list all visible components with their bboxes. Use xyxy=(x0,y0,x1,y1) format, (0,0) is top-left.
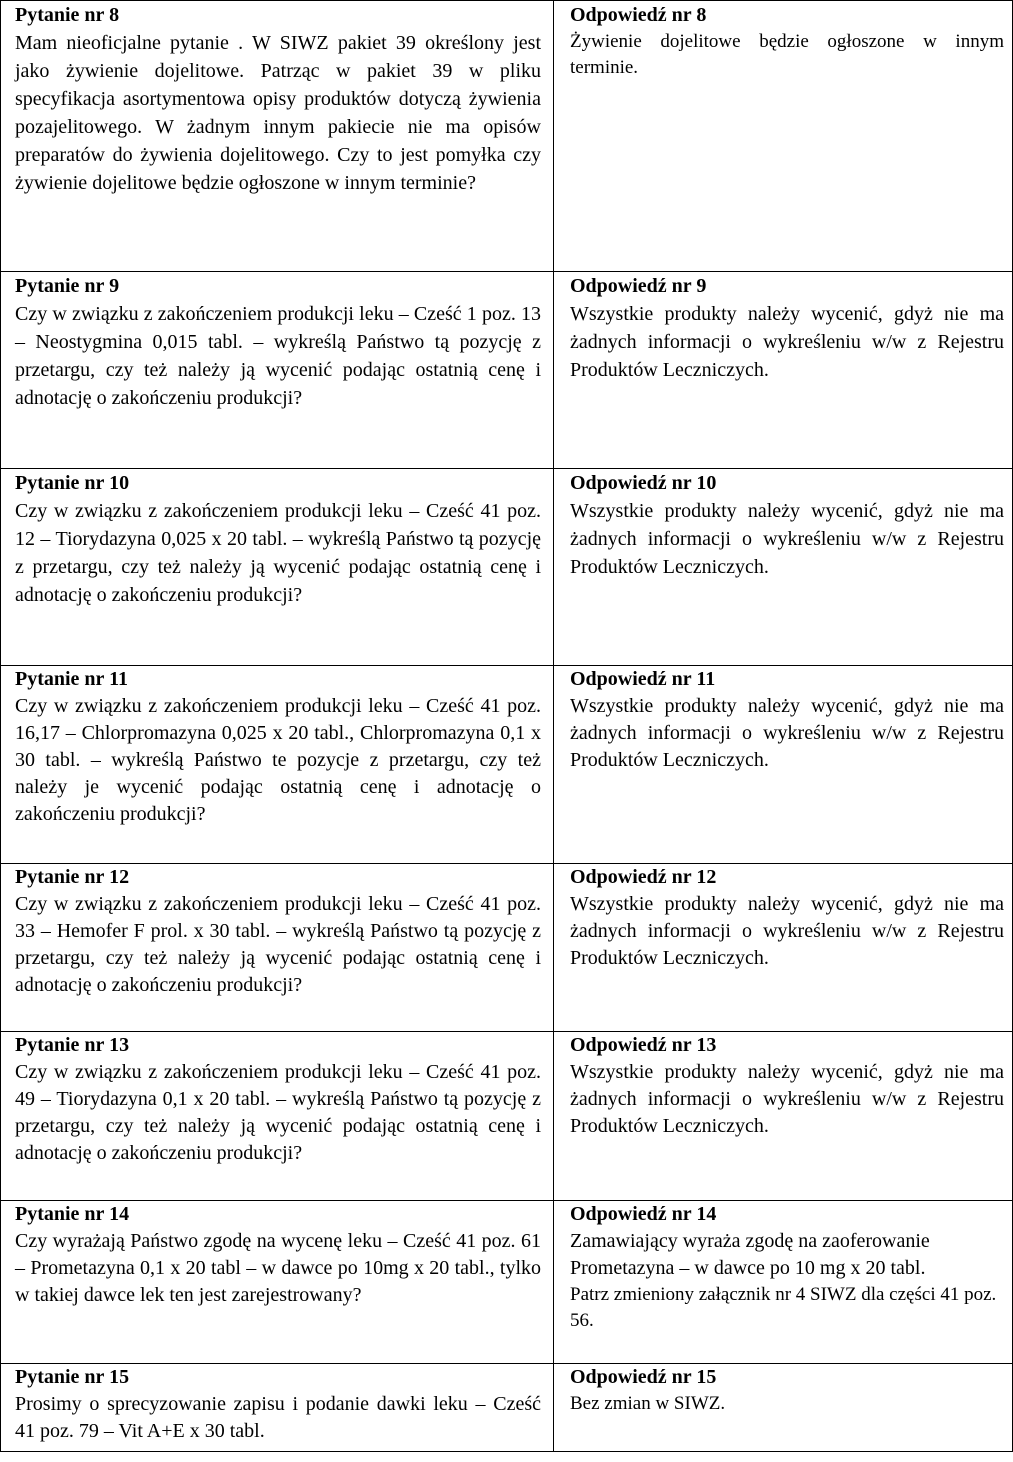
answer-title: Odpowiedź nr 12 xyxy=(570,866,717,888)
table-row xyxy=(1,469,1013,666)
question-title: Pytanie nr 12 xyxy=(15,866,130,888)
table-row xyxy=(1,666,1013,864)
answer-title: Odpowiedź nr 10 xyxy=(570,472,717,494)
question-cell xyxy=(1,1364,554,1452)
question-cell xyxy=(1,864,554,1032)
question-title: Pytanie nr 11 xyxy=(15,668,128,690)
question-text: Czy w związku z zakończeniem produkcji leku – Cześć 41 poz. 16,17 – Chlorpromazyna 0,025 x 20 tabl., Chlorpromazyna 0,1 x 30 tabl. – wykreślą Państwo te pozycje z przetargu, czy też należy je wycenić podając ostatnią cenę i adnotację o zakończeniu produkcji? xyxy=(15,695,541,825)
answer-title: Odpowiedź nr 15 xyxy=(570,1366,717,1388)
answer-cell xyxy=(554,666,1013,864)
question-text: Mam nieoficjalne pytanie . W SIWZ pakiet 39 określony jest jako żywienie dojelitowe. Patrząc w pakiet 39 w pliku specyfikacja asortymentowa opisy produktów dotyczą żywienia pozajelitowego. W żadnym innym pakiecie nie ma opisów preparatów do żywienia dojelitowego. Czy to jest pomyłka czy żywienie dojelitowe będzie ogłoszone w innym terminie? xyxy=(15,32,541,194)
answer-cell xyxy=(554,1032,1013,1201)
answer-text: Wszystkie produkty należy wycenić, gdyż nie ma żadnych informacji o wykreśleniu w/w z Rejestru Produktów Leczniczych. xyxy=(570,500,1004,578)
answer-title: Odpowiedź nr 14 xyxy=(570,1203,717,1225)
answer-text: Wszystkie produkty należy wycenić, gdyż nie ma żadnych informacji o wykreśleniu w/w z Rejestru Produktów Leczniczych. xyxy=(570,1061,1004,1137)
question-text: Prosimy o sprecyzowanie zapisu i podanie dawki leku – Cześć 41 poz. 79 – Vit A+E x 30 tabl. xyxy=(15,1393,541,1442)
answer-cell xyxy=(554,469,1013,666)
question-text: Czy w związku z zakończeniem produkcji leku – Cześć 1 poz. 13 – Neostygmina 0,015 tabl. – wykreślą Państwo tą pozycję z przetargu, czy też należy ją wycenić podając ostatnią cenę i adnotację o zakończeniu produkcji? xyxy=(15,303,541,409)
question-cell xyxy=(1,1201,554,1364)
answer-title: Odpowiedź nr 11 xyxy=(570,668,716,690)
question-cell xyxy=(1,469,554,666)
answer-cell xyxy=(554,864,1013,1032)
table-row xyxy=(1,272,1013,469)
question-title: Pytanie nr 10 xyxy=(15,472,130,494)
table-row xyxy=(1,864,1013,1032)
question-cell xyxy=(1,666,554,864)
answer-title: Odpowiedź nr 9 xyxy=(570,275,707,297)
answer-title: Odpowiedź nr 13 xyxy=(570,1034,717,1056)
table-row xyxy=(1,1,1013,272)
answer-text: Wszystkie produkty należy wycenić, gdyż nie ma żadnych informacji o wykreśleniu w/w z Rejestru Produktów Leczniczych. xyxy=(570,695,1004,771)
question-title: Pytanie nr 14 xyxy=(15,1203,130,1225)
table-row xyxy=(1,1032,1013,1201)
answer-cell xyxy=(554,272,1013,469)
answer-cell xyxy=(554,1364,1013,1452)
answer-text: Wszystkie produkty należy wycenić, gdyż nie ma żadnych informacji o wykreśleniu w/w z Rejestru Produktów Leczniczych. xyxy=(570,303,1004,381)
question-title: Pytanie nr 13 xyxy=(15,1034,130,1056)
question-cell xyxy=(1,1,554,272)
answer-note: Patrz zmieniony załącznik nr 4 SIWZ dla części 41 poz. 56. xyxy=(570,1284,997,1331)
question-text: Czy w związku z zakończeniem produkcji leku – Cześć 41 poz. 33 – Hemofer F prol. x 30 tabl. – wykreślą Państwo tą pozycję z przetargu, czy też należy ją wycenić podając ostatnią cenę i adnotację o zakończeniu produkcji? xyxy=(15,893,541,996)
question-title: Pytanie nr 8 xyxy=(15,4,120,26)
table-row xyxy=(1,1201,1013,1364)
answer-cell xyxy=(554,1,1013,272)
table-row xyxy=(1,1364,1013,1452)
question-text: Czy wyrażają Państwo zgodę na wycenę leku – Cześć 41 poz. 61 – Prometazyna 0,1 x 20 tabl – w dawce po 10mg x 20 tabl., tylko w takiej dawce lek ten jest zarejestrowany? xyxy=(15,1230,541,1306)
answer-text: Bez zmian w SIWZ. xyxy=(570,1393,726,1414)
question-cell xyxy=(1,272,554,469)
question-cell xyxy=(1,1032,554,1201)
question-text: Czy w związku z zakończeniem produkcji leku – Cześć 41 poz. 12 – Tiorydazyna 0,025 x 20 tabl. – wykreślą Państwo tą pozycję z przetargu, czy też należy ją wycenić podając ostatnią cenę i adnotację o zakończeniu produkcji? xyxy=(15,500,541,606)
question-title: Pytanie nr 9 xyxy=(15,275,120,297)
answer-title: Odpowiedź nr 8 xyxy=(570,4,707,26)
question-title: Pytanie nr 15 xyxy=(15,1366,130,1388)
answer-text: Wszystkie produkty należy wycenić, gdyż nie ma żadnych informacji o wykreśleniu w/w z Rejestru Produktów Leczniczych. xyxy=(570,893,1004,969)
answer-cell xyxy=(554,1201,1013,1364)
answer-text: Żywienie dojelitowe będzie ogłoszone w innym terminie. xyxy=(570,31,1004,78)
answer-text: Zamawiający wyraża zgodę na zaoferowanie Prometazyna – w dawce po 10 mg x 20 tabl. xyxy=(570,1230,930,1279)
question-text: Czy w związku z zakończeniem produkcji leku – Cześć 41 poz. 49 – Tiorydazyna 0,1 x 20 tabl. – wykreślą Państwo tą pozycję z przetargu, czy też należy ją wycenić podając ostatnią cenę i adnotację o zakończeniu produkcji? xyxy=(15,1061,541,1164)
